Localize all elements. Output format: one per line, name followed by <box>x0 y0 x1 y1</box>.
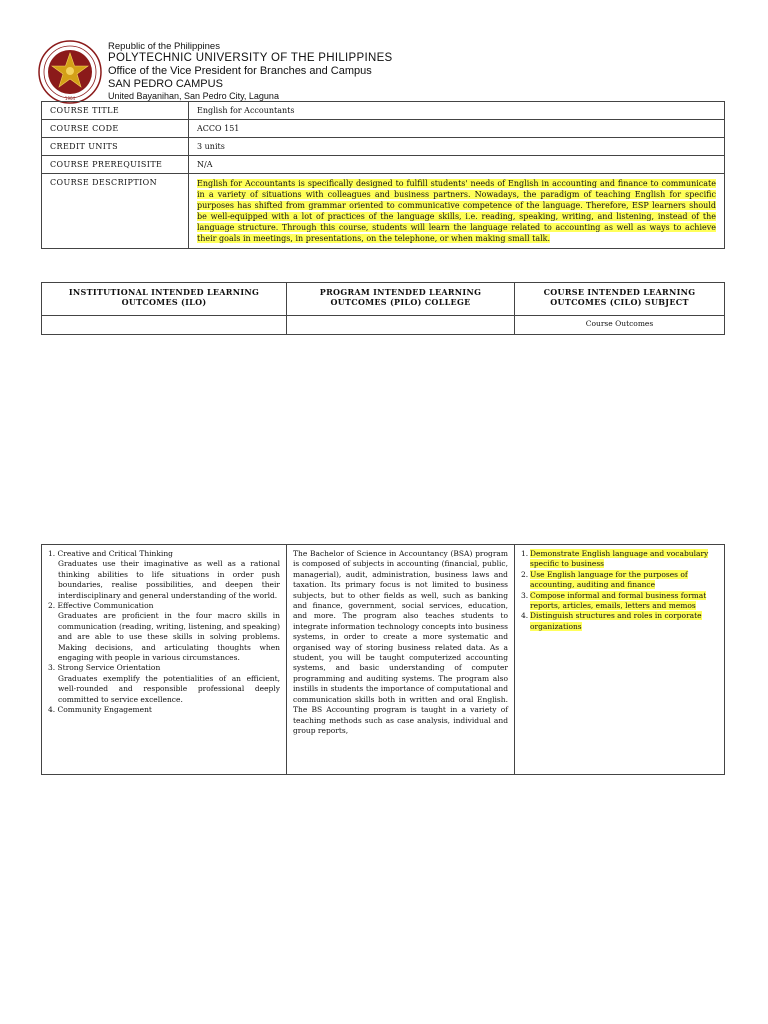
header-campus: SAN PEDRO CAMPUS <box>108 78 223 90</box>
pilo-header: PROGRAM INTENDED LEARNING OUTCOMES (PILO) COLLEGE <box>287 283 515 316</box>
table-row <box>42 545 725 775</box>
outcomes-header-table <box>41 282 725 335</box>
course-title-value: English for Accountants <box>189 102 725 120</box>
course-code-value: ACCO 151 <box>189 120 725 138</box>
course-title-label: COURSE TITLE <box>42 102 189 120</box>
course-prerequisite-label: COURSE PREREQUISITE <box>42 156 189 174</box>
cilo-text: Distinguish structures and roles in corporate organizations <box>530 611 702 631</box>
cilo-header: COURSE INTENDED LEARNING OUTCOMES (CILO) SUBJECT <box>515 283 725 316</box>
header-office: Office of the Vice President for Branches and Campus <box>108 65 372 77</box>
ilo-empty-cell <box>42 316 287 335</box>
cilo-text: Demonstrate English language and vocabulary specific to business <box>530 549 709 569</box>
cilo-text: Use English language for the purposes of accounting, auditing and finance <box>530 569 688 590</box>
table-row <box>42 174 725 249</box>
course-description-label: COURSE DESCRIPTION <box>42 174 189 249</box>
course-code-label: COURSE CODE <box>42 120 189 138</box>
header-university: POLYTECHNIC UNIVERSITY OF THE PHILIPPINES <box>108 52 393 64</box>
ilo-item <box>48 549 280 601</box>
cilo-number: 2. <box>521 569 529 579</box>
course-description-value <box>189 174 725 249</box>
university-seal-icon <box>38 40 102 104</box>
ilo-title: 3. Strong Service Orientation <box>48 663 161 673</box>
ilo-item <box>48 601 280 663</box>
list-item <box>521 611 718 632</box>
svg-text:1904: 1904 <box>64 96 76 101</box>
ilo-desc: Graduates use their imaginative as well as a rational thinking abilities to life situations in order push boundaries, realise possibilities, and deepen their interdisciplinary and general understanding of the world. <box>58 559 280 600</box>
table-row <box>42 316 725 335</box>
ilo-desc: Graduates are proficient in the four macro skills in communication (reading, writing, listening, and speaking) and are able to use these skills in solving problems. Making decisions, and articulating thoughts when engaging with people in various circumstances. <box>58 611 280 663</box>
pilo-empty-cell <box>287 316 515 335</box>
ilo-desc: Graduates exemplify the potentialities of an efficient, well-rounded and responsible professional deeply committed to service excellence. <box>58 673 280 704</box>
ilo-title: 4. Community Engagement <box>48 705 152 715</box>
cilo-subheader: Course Outcomes <box>515 316 725 335</box>
ilo-title: 1. Creative and Critical Thinking <box>48 549 173 558</box>
list-item <box>521 549 718 570</box>
table-row <box>42 283 725 316</box>
course-prerequisite-value: N/A <box>189 156 725 174</box>
pilo-text: The Bachelor of Science in Accountancy (BSA) program is composed of subjects in accounting (financial, public, managerial), audit, administration, business laws and taxation. Its primary focus is not limited to business subjects, but to other fields as well, such as banking and finance, government, social services, education, and more. The program also teaches students to integrate information technology concepts into business systems, in order to create a more systematic and organised way of storing business related data. As a student, you will be taught computerized accounting systems, and basic understanding of computer programming and auditing systems. The program also instills in students the importance of computational and communication skills both in written and oral English. The BS Accounting program is taught in a variety of teaching methods such as case analysis, individual and group reports, <box>293 549 508 735</box>
course-info-table <box>41 101 725 249</box>
list-item <box>521 591 718 612</box>
cilo-cell <box>515 545 725 775</box>
cilo-list <box>521 549 718 632</box>
cilo-number: 4. <box>521 611 529 621</box>
list-item <box>521 570 718 591</box>
header-country: Republic of the Philippines <box>108 41 220 52</box>
credit-units-value: 3 units <box>189 138 725 156</box>
ilo-item <box>48 663 280 705</box>
credit-units-label: CREDIT UNITS <box>42 138 189 156</box>
cilo-number: 3. <box>521 590 529 600</box>
course-description-text: English for Accountants is specifically designed to fulfill students' needs of English in accounting and finance to communicate in a variety of situations with colleagues and business partners. Nowadays, the paradigm of teaching English for specific purposes has shifted from grammar oriented to communicative competence of the language. Therefore, ESP learners should be well-equipped with a lot of practices of the language skills, i.e. reading, speaking, writing, and listening, instead of the language structure. Through this course, students will learn the language related to accounting as well as ways to achieve their goals in meetings, in presentations, on the telephone, or when making small talk. <box>197 179 716 243</box>
cilo-number: 1. <box>521 549 529 558</box>
pilo-cell <box>287 545 515 775</box>
table-row <box>42 138 725 156</box>
ilo-header: INSTITUTIONAL INTENDED LEARNING OUTCOMES (ILO) <box>42 283 287 316</box>
ilo-item <box>48 705 280 715</box>
table-row <box>42 156 725 174</box>
table-row <box>42 120 725 138</box>
ilo-cell <box>42 545 287 775</box>
ilo-title: 2. Effective Communication <box>48 601 154 611</box>
header-address: United Bayanihan, San Pedro City, Laguna <box>108 91 279 101</box>
table-row <box>42 102 725 120</box>
cilo-text: Compose informal and formal business format reports, articles, emails, letters and memos <box>530 590 707 611</box>
outcomes-content-table <box>41 544 725 775</box>
